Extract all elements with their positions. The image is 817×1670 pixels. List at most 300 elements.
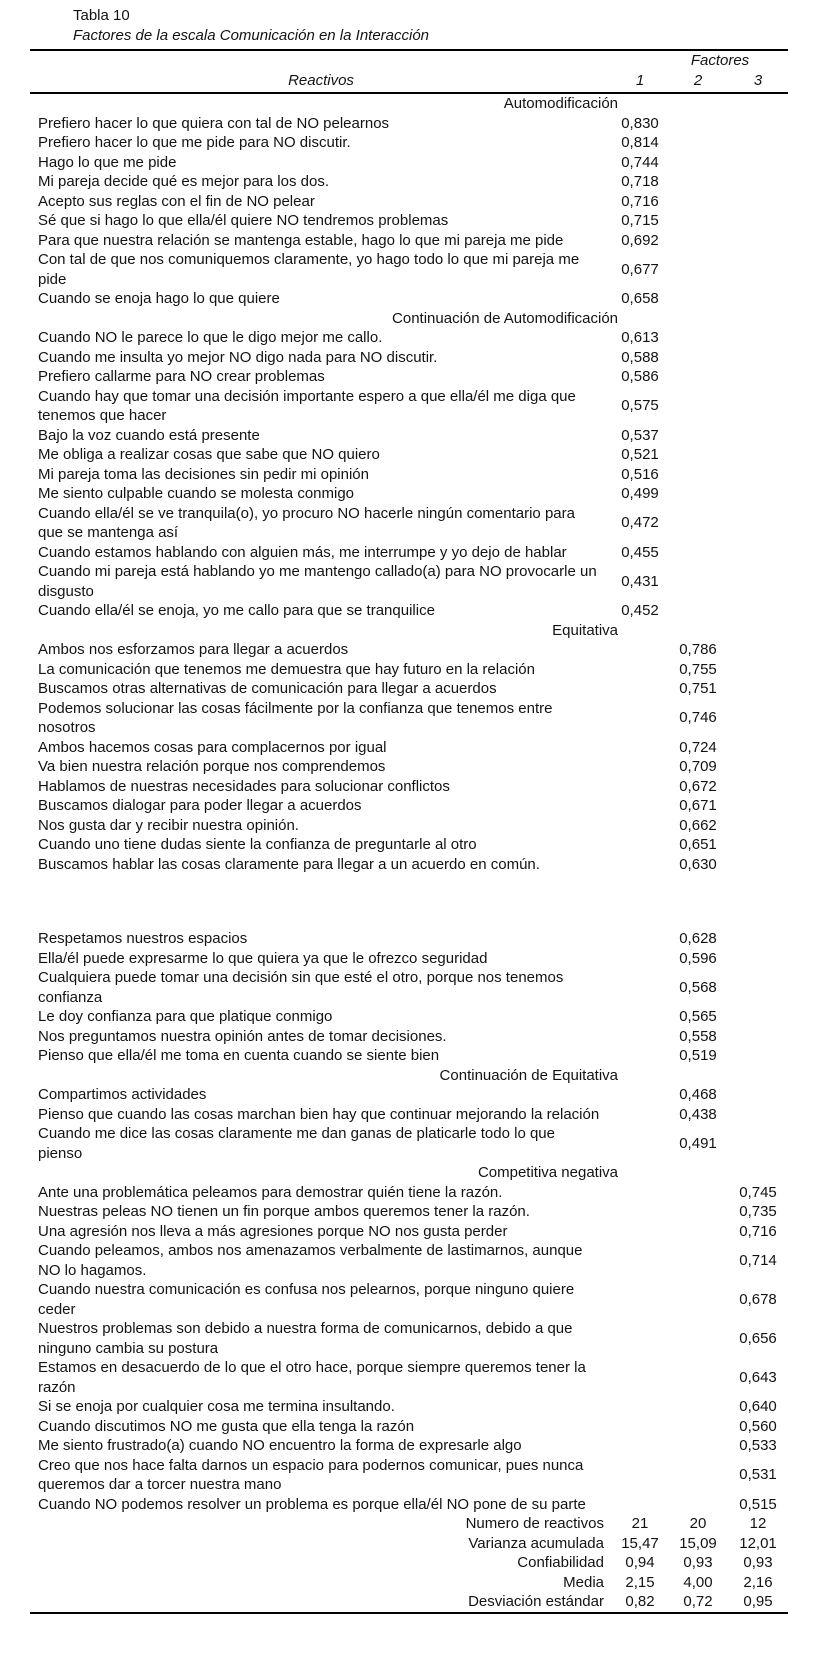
factor-2-loading (668, 1417, 728, 1437)
table-row (30, 328, 788, 348)
table-row (30, 1183, 788, 1203)
item-label: Cuando nuestra comunicación es confusa nos pelearnos, porque ninguno quiere ceder (38, 1281, 575, 1318)
summary-factor-3-value: 0,93 (743, 1554, 773, 1571)
factor-3-loading: 0,714 (739, 1251, 777, 1269)
item-label: Me siento culpable cuando se molesta conmigo (38, 485, 355, 502)
section-header-row (30, 1163, 788, 1183)
item-label: Cuando se enoja hago lo que quiere (38, 290, 280, 307)
factor-1-loading: 0,586 (621, 368, 659, 385)
factor-1-loading: 0,677 (621, 260, 659, 278)
factor-1-loading (612, 1046, 668, 1066)
summary-row (30, 1553, 788, 1573)
factor-2-loading: 0,438 (679, 1105, 717, 1123)
factor-3-loading (728, 679, 788, 699)
factor-3-loading (728, 504, 788, 543)
factor-2-loading: 0,672 (679, 777, 717, 795)
factor-2-loading (668, 348, 728, 368)
factor-3-loading (728, 289, 788, 309)
factor-2-loading (668, 1241, 728, 1280)
item-label: Cuando NO podemos resolver un problema es porque ella/él NO pone de su parte (38, 1495, 586, 1513)
item-label: Cuando peleamos, ambos nos amenazamos verbalmente de lastimarnos, aunque NO lo hagamos. (38, 1242, 583, 1279)
factor-1-loading (612, 777, 668, 797)
factor-3-loading (728, 835, 788, 855)
table-row (30, 929, 788, 949)
item-label: Cuando discutimos NO me gusta que ella tenga la razón (38, 1417, 415, 1435)
item-label: Me siento frustrado(a) cuando NO encuentro la forma de expresarle algo (38, 1437, 522, 1454)
factor-2-loading (668, 1222, 728, 1242)
table-row (30, 562, 788, 601)
factor-2-loading (668, 543, 728, 563)
item-label: Acepto sus reglas con el fin de NO pelear (38, 192, 315, 210)
table-row (30, 426, 788, 446)
item-label: Va bien nuestra relación porque nos comprendemos (38, 758, 386, 775)
table-row (30, 855, 788, 875)
factor-2-loading: 0,755 (679, 660, 717, 678)
item-label: Nos gusta dar y recibir nuestra opinión. (38, 816, 299, 834)
factor-1-loading: 0,830 (621, 114, 659, 132)
factor-2-loading (668, 1456, 728, 1495)
factor-2-loading (668, 562, 728, 601)
factor-1-loading: 0,452 (621, 602, 659, 619)
factor-1-loading: 0,472 (621, 514, 659, 532)
summary-label: Media (563, 1573, 604, 1591)
table-row (30, 1046, 788, 1066)
factor-3-loading (728, 1007, 788, 1027)
table-body (30, 93, 788, 1613)
factor-3-loading (728, 562, 788, 601)
factor-3-loading: 0,745 (739, 1183, 777, 1201)
item-label: La comunicación que tenemos me demuestra que hay futuro en la relación (38, 660, 535, 678)
factor-1-loading: 0,718 (621, 173, 659, 190)
summary-label: Varianza acumulada (468, 1534, 604, 1552)
factor-3-loading (728, 1046, 788, 1066)
factor-3-loading (728, 465, 788, 485)
table-caption: Factores de la escala Comunicación en la Interacción (73, 27, 430, 44)
table-number: Tabla 10 (73, 7, 130, 24)
item-label: Nuestras peleas NO tienen un fin porque ambos queremos tener la razón. (38, 1203, 530, 1220)
item-label: Mi pareja toma las decisiones sin pedir mi opinión (38, 465, 369, 483)
factor-3-loading (728, 1124, 788, 1163)
section-header-label: Continuación de Equitativa (439, 1066, 619, 1084)
factor-1-loading (612, 1085, 668, 1105)
factor-3-column-header: 3 (728, 71, 788, 94)
factor-1-loading (612, 835, 668, 855)
factor-1-loading (612, 1495, 668, 1515)
item-label: Pienso que ella/él me toma en cuenta cuando se siente bien (38, 1047, 440, 1064)
summary-factor-2-value: 0,72 (683, 1593, 713, 1610)
factor-1-loading (612, 1417, 668, 1437)
factor-1-loading (612, 1202, 668, 1222)
factor-3-loading (728, 660, 788, 680)
factor-1-loading: 0,575 (621, 397, 659, 415)
table-row (30, 114, 788, 134)
factor-1-loading (612, 1436, 668, 1456)
item-label: Cuando mi pareja está hablando yo me mantengo callado(a) para NO provocarle un disgusto (38, 563, 597, 600)
item-label: Hablamos de nuestras necesidades para solucionar conflictos (38, 777, 450, 795)
summary-factor-3-value: 2,16 (743, 1573, 773, 1591)
factor-3-loading (728, 949, 788, 969)
item-label: Ambos nos esforzamos para llegar a acuerdos (38, 641, 349, 658)
table-row (30, 1241, 788, 1280)
table-row (30, 1319, 788, 1358)
factor-1-loading (612, 929, 668, 949)
factor-3-loading: 0,643 (739, 1368, 777, 1386)
factor-3-loading (728, 543, 788, 563)
table-row (30, 777, 788, 797)
factor-1-loading (612, 1124, 668, 1163)
spacer-row (30, 874, 788, 929)
item-label: Pienso que cuando las cosas marchan bien hay que continuar mejorando la relación (38, 1105, 600, 1123)
table-row (30, 601, 788, 621)
factor-1-loading: 0,613 (621, 329, 659, 346)
summary-factor-3-value: 0,95 (743, 1593, 773, 1610)
item-label: Prefiero hacer lo que me pide para NO discutir. (38, 134, 351, 151)
item-label: Mi pareja decide qué es mejor para los dos. (38, 173, 329, 190)
factor-1-loading: 0,516 (621, 465, 659, 483)
table-row (30, 504, 788, 543)
factor-1-loading (612, 1319, 668, 1358)
factor-2-loading (668, 250, 728, 289)
item-label: Cuando estamos hablando con alguien más, me interrumpe y yo dejo de hablar (38, 543, 567, 561)
item-label: Nuestros problemas son debido a nuestra forma de comunicarnos, debido a que ninguno cambia su postura (38, 1320, 573, 1357)
factor-1-loading: 0,537 (621, 426, 659, 444)
summary-factor-2-value: 0,93 (683, 1554, 713, 1571)
factor-2-loading (668, 231, 728, 251)
item-label: Cuando ella/él se ve tranquila(o), yo procuro NO hacerle ningún comentario para que se mantenga así (38, 504, 575, 541)
factor-3-loading (728, 445, 788, 465)
factor-2-loading: 0,519 (679, 1047, 717, 1064)
table-row (30, 543, 788, 563)
factor-2-loading (668, 1397, 728, 1417)
factor-3-loading (728, 777, 788, 797)
factor-2-loading (668, 1202, 728, 1222)
factor-2-loading: 0,628 (679, 930, 717, 947)
summary-factor-1-value: 21 (631, 1515, 649, 1532)
factor-1-loading (612, 816, 668, 836)
factor-2-loading: 0,751 (679, 680, 717, 697)
factores-label: Factores (690, 52, 750, 69)
reactivos-label: Reactivos (30, 71, 612, 94)
item-label: Si se enoja por cualquier cosa me termina insultando. (38, 1398, 395, 1415)
table-row (30, 1222, 788, 1242)
factor-2-loading: 0,630 (679, 855, 717, 873)
summary-row (30, 1534, 788, 1554)
factor-3-loading (728, 1027, 788, 1047)
section-header-row (30, 309, 788, 329)
factor-3-loading (728, 426, 788, 446)
summary-factor-3-value: 12,01 (739, 1534, 777, 1552)
table-row (30, 348, 788, 368)
table-row (30, 172, 788, 192)
factor-1-loading (612, 968, 668, 1007)
item-label: Estamos en desacuerdo de lo que el otro hace, porque siempre queremos tener la razón (38, 1359, 586, 1396)
factor-3-loading (728, 211, 788, 231)
item-label: Nos preguntamos nuestra opinión antes de tomar decisiones. (38, 1027, 447, 1045)
item-label: Cuando uno tiene dudas siente la confianza de preguntarle al otro (38, 836, 477, 853)
factor-2-loading (668, 367, 728, 387)
section-header-label: Equitativa (552, 621, 619, 639)
section-header-label: Competitiva negativa (477, 1164, 619, 1181)
summary-label: Confiabilidad (517, 1554, 604, 1571)
table-row (30, 796, 788, 816)
factor-2-loading (668, 114, 728, 134)
factor-1-loading: 0,692 (621, 231, 659, 249)
table-row (30, 1280, 788, 1319)
item-label: Cuando NO le parece lo que le digo mejor me callo. (38, 329, 383, 346)
factor-1-loading: 0,455 (621, 543, 659, 561)
factor-2-loading: 0,662 (679, 816, 717, 834)
table-row (30, 153, 788, 173)
table-row (30, 445, 788, 465)
factor-3-loading (728, 328, 788, 348)
factor-3-loading: 0,640 (739, 1398, 777, 1415)
factor-3-loading: 0,515 (739, 1495, 777, 1513)
summary-factor-3-value: 12 (749, 1515, 767, 1532)
section-header-label: Automodificación (503, 95, 619, 112)
factor-3-loading (728, 601, 788, 621)
summary-factor-1-value: 15,47 (621, 1534, 659, 1552)
factor-2-loading (668, 465, 728, 485)
factor-2-loading: 0,558 (679, 1027, 717, 1045)
summary-factor-2-value: 15,09 (679, 1534, 717, 1552)
factor-1-loading (612, 1222, 668, 1242)
item-label: Prefiero hacer lo que quiera con tal de NO pelearnos (38, 114, 390, 132)
item-label: Creo que nos hace falta darnos un espacio para podernos comunicar, pues nunca queremos dar a torcer nuestra mano (38, 1456, 584, 1493)
factor-3-loading (728, 484, 788, 504)
factor-2-loading (668, 1495, 728, 1515)
factor-2-loading (668, 328, 728, 348)
factor-3-loading (728, 114, 788, 134)
title-block (0, 0, 817, 46)
item-label: Cuando me dice las cosas claramente me dan ganas de platicarle todo lo que pienso (38, 1125, 555, 1162)
item-label: Hago lo que me pide (38, 153, 177, 171)
item-label: Cuando hay que tomar una decisión importante espero a que ella/él me diga que tenemos que hacer (38, 387, 576, 424)
item-label: Buscamos hablar las cosas claramente para llegar a un acuerdo en común. (38, 855, 540, 873)
factor-1-loading (612, 757, 668, 777)
factor-2-loading (668, 289, 728, 309)
table-row (30, 192, 788, 212)
factor-2-loading: 0,724 (679, 738, 717, 756)
table-row (30, 1202, 788, 1222)
factor-1-loading (612, 1105, 668, 1125)
item-label: Me obliga a realizar cosas que sabe que NO quiero (38, 446, 380, 463)
section-header-row (30, 621, 788, 641)
factor-3-loading: 0,716 (739, 1222, 777, 1240)
table-row (30, 1456, 788, 1495)
item-label: Ante una problemática peleamos para demostrar quién tiene la razón. (38, 1183, 503, 1201)
table-row (30, 367, 788, 387)
factor-1-loading: 0,814 (621, 134, 659, 151)
factor-1-loading (612, 796, 668, 816)
factor-2-loading (668, 1319, 728, 1358)
table-row (30, 968, 788, 1007)
factor-3-loading: 0,533 (739, 1437, 777, 1454)
factor-3-loading (728, 640, 788, 660)
table-row (30, 1007, 788, 1027)
item-label: Cuando me insulta yo mejor NO digo nada para NO discutir. (38, 348, 438, 366)
factor-3-loading (728, 699, 788, 738)
table-row (30, 660, 788, 680)
factor-3-loading (728, 133, 788, 153)
factor-3-loading: 0,656 (739, 1329, 777, 1347)
factor-1-loading (612, 1280, 668, 1319)
summary-row (30, 1514, 788, 1534)
factor-2-loading: 0,746 (679, 709, 717, 727)
factor-1-loading (612, 1183, 668, 1203)
table-row (30, 1105, 788, 1125)
factor-1-loading: 0,716 (621, 192, 659, 210)
factor-3-loading: 0,678 (739, 1290, 777, 1308)
factor-2-loading (668, 133, 728, 153)
item-label: Para que nuestra relación se mantenga estable, hago lo que mi pareja me pide (38, 231, 564, 249)
table-row (30, 1358, 788, 1397)
table-row (30, 738, 788, 758)
table-row (30, 465, 788, 485)
factor-2-loading (668, 153, 728, 173)
table-row (30, 231, 788, 251)
summary-row (30, 1573, 788, 1593)
table-row (30, 133, 788, 153)
spacer-cell (30, 874, 788, 929)
table-row (30, 1124, 788, 1163)
table-header (30, 50, 788, 93)
table-row (30, 1436, 788, 1456)
factor-3-loading (728, 387, 788, 426)
factor-3-loading: 0,735 (739, 1203, 777, 1220)
factor-2-loading (668, 504, 728, 543)
item-label: Cualquiera puede tomar una decisión sin que esté el otro, porque nos tenemos confianza (38, 969, 564, 1006)
factor-3-loading (728, 348, 788, 368)
factor-2-loading: 0,491 (679, 1134, 717, 1152)
summary-factor-1-value: 0,82 (625, 1593, 655, 1610)
factor-2-loading (668, 172, 728, 192)
factor-3-loading (728, 153, 788, 173)
factor-2-loading (668, 192, 728, 212)
factor-2-loading (668, 484, 728, 504)
factor-2-loading (668, 1280, 728, 1319)
item-label: Le doy confianza para que platique conmigo (38, 1008, 333, 1025)
factor-1-loading (612, 699, 668, 738)
factor-1-loading (612, 1358, 668, 1397)
summary-factor-2-value: 20 (689, 1515, 707, 1532)
summary-label: Numero de reactivos (465, 1515, 604, 1532)
table-row (30, 1027, 788, 1047)
factor-2-loading (668, 1358, 728, 1397)
table-row (30, 211, 788, 231)
factor-1-loading: 0,521 (621, 446, 659, 463)
item-label: Respetamos nuestros espacios (38, 930, 248, 947)
summary-label: Desviación estándar (468, 1593, 604, 1610)
factor-2-loading: 0,786 (679, 641, 717, 658)
table-row (30, 835, 788, 855)
factor-3-loading (728, 757, 788, 777)
factor-2-loading: 0,651 (679, 836, 717, 853)
item-label: Con tal de que nos comuniquemos claramente, yo hago todo lo que mi pareja me pide (38, 251, 580, 288)
section-header-row (30, 93, 788, 114)
item-label: Buscamos otras alternativas de comunicación para llegar a acuerdos (38, 680, 497, 697)
factor-1-loading: 0,715 (621, 212, 659, 229)
item-label: Ella/él puede expresarme lo que quiera ya que le ofrezco seguridad (38, 949, 488, 967)
table-row (30, 250, 788, 289)
factor-3-loading (728, 367, 788, 387)
factor-1-loading (612, 679, 668, 699)
factor-1-loading: 0,588 (621, 348, 659, 366)
table-row (30, 1417, 788, 1437)
factor-2-loading (668, 426, 728, 446)
table-row (30, 387, 788, 426)
factor-3-loading (728, 738, 788, 758)
factor-3-loading (728, 192, 788, 212)
factor-3-loading: 0,531 (739, 1466, 777, 1484)
factor-1-column-header: 1 (612, 71, 668, 94)
factor-3-loading (728, 968, 788, 1007)
factor-1-loading (612, 1241, 668, 1280)
columns-header-row (30, 71, 788, 94)
factor-1-loading: 0,744 (621, 153, 659, 171)
factor-3-loading (728, 1085, 788, 1105)
table-row (30, 640, 788, 660)
factor-3-loading (728, 816, 788, 836)
summary-factor-2-value: 4,00 (683, 1573, 713, 1591)
item-label: Cuando ella/él se enoja, yo me callo para que se tranquilice (38, 602, 435, 619)
factor-3-loading (728, 929, 788, 949)
factor-1-loading: 0,658 (621, 290, 659, 307)
section-header-row (30, 1066, 788, 1086)
summary-factor-1-value: 0,94 (625, 1554, 655, 1571)
item-label: Buscamos dialogar para poder llegar a acuerdos (38, 797, 362, 814)
factor-1-loading: 0,431 (621, 572, 659, 590)
factor-2-loading: 0,709 (679, 758, 717, 775)
item-label: Prefiero callarme para NO crear problemas (38, 368, 325, 385)
factor-1-loading (612, 855, 668, 875)
item-label: Compartimos actividades (38, 1086, 207, 1103)
factor-1-loading (612, 1007, 668, 1027)
factor-1-loading (612, 640, 668, 660)
table-row (30, 679, 788, 699)
factor-2-loading (668, 1436, 728, 1456)
table-row (30, 699, 788, 738)
item-label: Sé que si hago lo que ella/él quiere NO tendremos problemas (38, 212, 449, 229)
item-label: Ambos hacemos cosas para complacernos por igual (38, 738, 387, 756)
factor-3-loading (728, 231, 788, 251)
factor-3-loading (728, 172, 788, 192)
factor-3-loading (728, 796, 788, 816)
factor-3-loading (728, 250, 788, 289)
factor-2-loading (668, 445, 728, 465)
empty-header-cell (30, 50, 612, 71)
factor-2-loading: 0,671 (679, 797, 717, 814)
factor-1-loading (612, 949, 668, 969)
factor-2-loading (668, 601, 728, 621)
factor-2-loading: 0,568 (679, 978, 717, 996)
factor-2-loading: 0,596 (679, 949, 717, 967)
table-row (30, 1085, 788, 1105)
factor-2-loading (668, 387, 728, 426)
factor-1-loading (612, 1456, 668, 1495)
factor-1-loading (612, 1027, 668, 1047)
summary-row (30, 1592, 788, 1613)
factor-1-loading (612, 1397, 668, 1417)
table-row (30, 949, 788, 969)
factor-2-column-header: 2 (668, 71, 728, 94)
factor-loadings-table (30, 49, 788, 1614)
table-row (30, 289, 788, 309)
section-header-label: Continuación de Automodificación (392, 309, 619, 327)
item-label: Bajo la voz cuando está presente (38, 426, 260, 444)
factor-2-loading (668, 211, 728, 231)
factor-3-loading (728, 1105, 788, 1125)
factor-2-loading (668, 1183, 728, 1203)
